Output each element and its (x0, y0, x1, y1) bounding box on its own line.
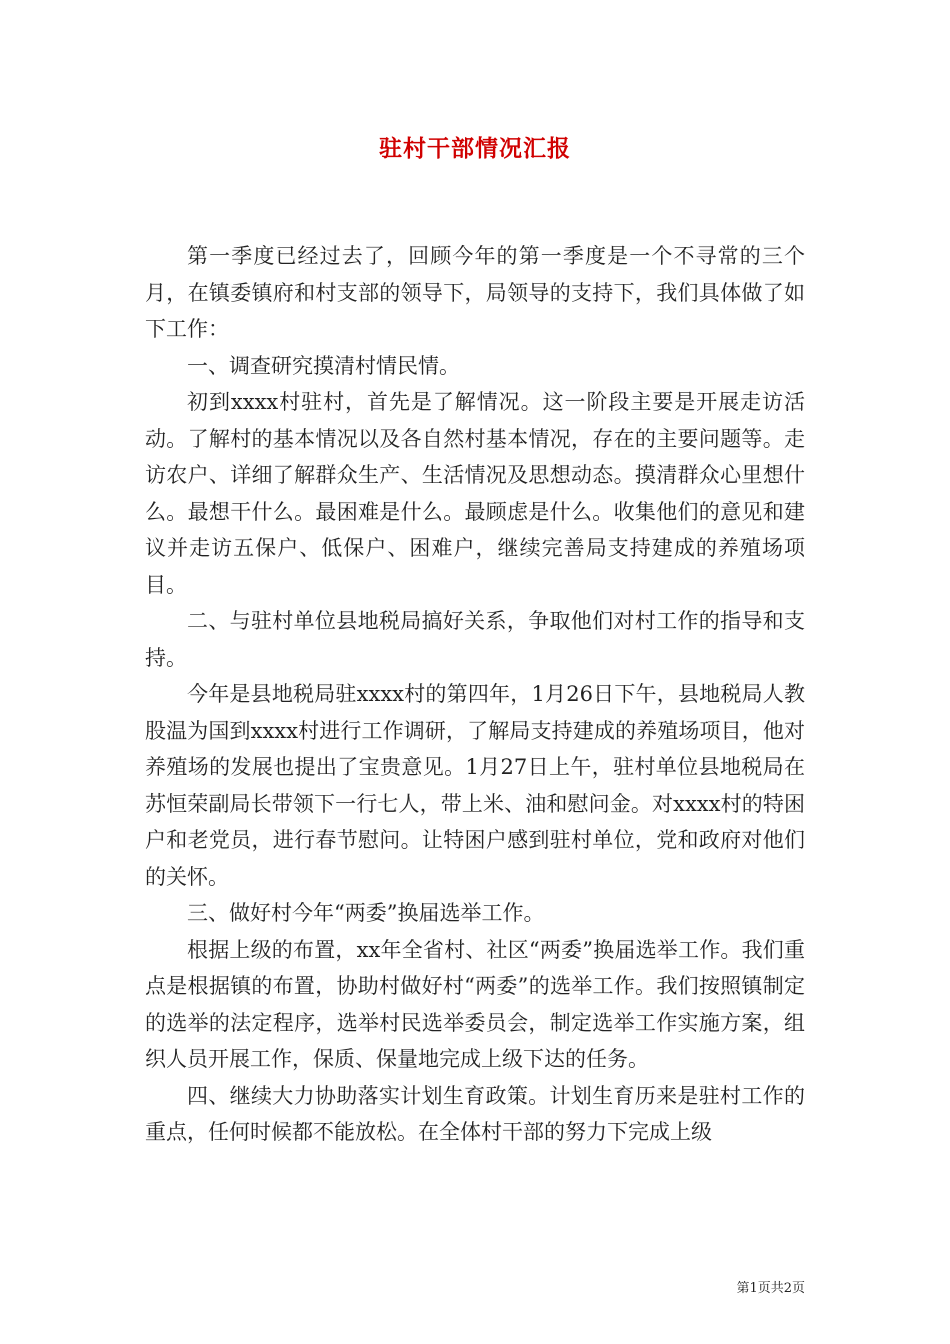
paragraph-section-2: 今年是县地税局驻xxxx村的第四年，1月26日下午，县地税局人教股温为国到xxxx村进行工作调研，了解局支持建成的养殖场项目，他对养殖场的发展也提出了宝贵意见。1月27日上午，驻村单位县地税局在苏恒荣副局长带领下一行七人，带上米、油和慰问金。对xxxx村的特困户和老党员，进行春节慰问。让特困户感到驻村单位，党和政府对他们的关怀。 (145, 682, 805, 889)
paragraph-section-4: 四、继续大力协助落实计划生育政策。计划生育历来是驻村工作的重点，任何时候都不能放松。在全体村干部的努力下完成上级 (145, 1083, 805, 1144)
section-heading-3: 三、做好村今年“两委”换届选举工作。 (187, 901, 545, 925)
section-heading-1: 一、调查研究摸清村情民情。 (187, 353, 460, 378)
paragraph-section-1: 初到xxxx村驻村，首先是了解情况。这一阶段主要是开展走访活动。了解村的基本情况以及各自然村基本情况，存在的主要问题等。走访农户、详细了解群众生产、生活情况及思想动态。摸清群众心里想什么。最想干什么。最困难是什么。最顾虑是什么。收集他们的意见和建议并走访五保户、低保户、困难户，继续完善局支持建成的养殖场项目。 (145, 390, 805, 597)
page-number-footer: 第1页共2页 (736, 1281, 805, 1296)
document-title: 驻村干部情况汇报 (379, 135, 571, 162)
paragraph-section-3: 根据上级的布置，xx年全省村、社区“两委”换届选举工作。我们重点是根据镇的布置，协助村做好村“两委”的选举工作。我们按照镇制定的选举的法定程序，选举村民选举委员会，制定选举工作实施方案，组织人员开展工作，保质、保量地完成上级下达的任务。 (145, 937, 805, 1071)
section-heading-2: 二、与驻村单位县地税局搞好关系，争取他们对村工作的指导和支持。 (145, 609, 805, 670)
document-body (145, 238, 805, 1151)
paragraph-intro: 第一季度已经过去了，回顾今年的第一季度是一个不寻常的三个月，在镇委镇府和村支部的领导下，局领导的支持下，我们具体做了如下工作： (145, 244, 805, 341)
